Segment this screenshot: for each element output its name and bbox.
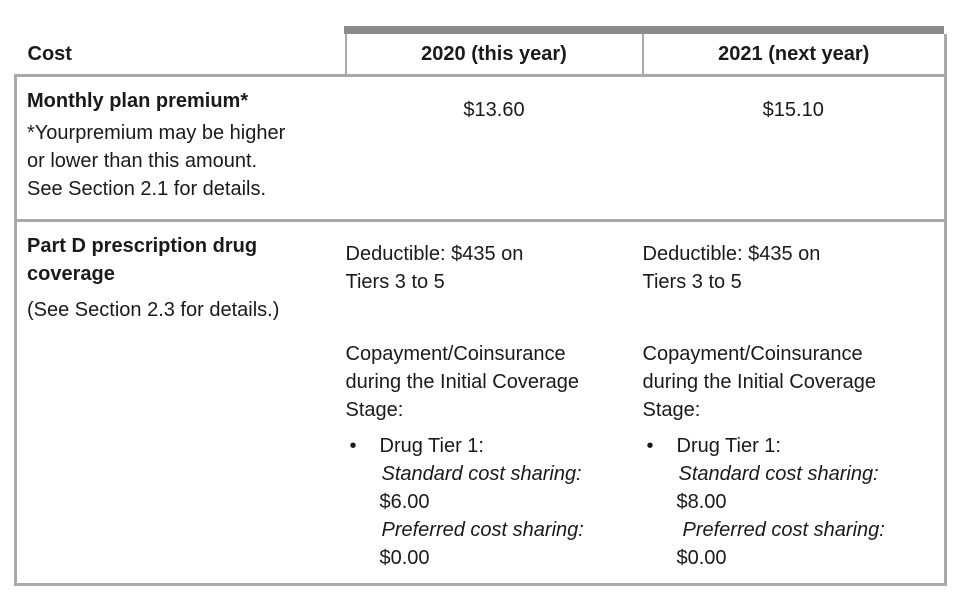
- bullet-icon: •: [349, 435, 357, 457]
- year-2021-header: 2021 (next year): [643, 34, 946, 76]
- deductible-line: Tiers 3 to 5: [642, 271, 742, 293]
- deductible-2021: [643, 240, 945, 296]
- drug-label-cell: [16, 221, 346, 585]
- premium-2021-cell: [643, 76, 946, 221]
- header-row: [16, 34, 946, 76]
- copay-line: during the Initial Coverage: [345, 371, 579, 393]
- preferred-value: $0.00: [676, 547, 727, 569]
- header-band: [344, 26, 944, 34]
- standard-value: $6.00: [379, 491, 430, 513]
- premium-note: [27, 119, 340, 203]
- deductible-line: Deductible: $435 on: [345, 243, 524, 265]
- preferred-label: Preferred cost sharing:: [682, 519, 885, 541]
- copay-line: Copayment/Coinsurance: [345, 343, 566, 365]
- deductible-2020: [346, 240, 643, 296]
- drug-coverage-row: [16, 221, 946, 585]
- preferred-label: Preferred cost sharing:: [381, 519, 584, 541]
- year-2020-header: 2020 (this year): [346, 34, 643, 76]
- copay-2020: [346, 340, 643, 424]
- premium-label-cell: [16, 76, 346, 221]
- premium-2020-cell: [346, 76, 643, 221]
- deductible-line: Tiers 3 to 5: [345, 271, 445, 293]
- drug-note: (See Section 2.3 for details.): [27, 299, 280, 321]
- drug-title-line: Part D prescription drug: [27, 235, 258, 257]
- drug-title: [27, 232, 340, 288]
- cost-header: Cost: [16, 34, 346, 76]
- drug-2020-cell: [346, 221, 643, 585]
- premium-note-line: See Section 2.1 for details.: [27, 178, 267, 200]
- premium-row: [16, 76, 946, 221]
- preferred-value: $0.00: [379, 547, 430, 569]
- premium-note-line: or lower than this amount.: [27, 150, 258, 172]
- deductible-line: Deductible: $435 on: [642, 243, 821, 265]
- premium-note-line: *Yourpremium may be higher: [27, 122, 286, 144]
- tier-label: Drug Tier 1:: [379, 435, 484, 457]
- drug-2021-cell: [643, 221, 946, 585]
- drug-title-line: coverage: [27, 263, 115, 285]
- copay-line: during the Initial Coverage: [642, 371, 876, 393]
- copay-2021: [643, 340, 945, 424]
- standard-value: $8.00: [676, 491, 727, 513]
- standard-label: Standard cost sharing:: [678, 463, 879, 485]
- comparison-table: [14, 34, 947, 586]
- tier-label: Drug Tier 1:: [676, 435, 781, 457]
- copay-line: Stage:: [345, 399, 404, 421]
- premium-2020-value: $13.60: [463, 99, 525, 121]
- premium-2021-value: $15.10: [762, 99, 824, 121]
- tier1-2020: [346, 432, 643, 572]
- tier1-2021: [643, 432, 945, 572]
- copay-line: Copayment/Coinsurance: [642, 343, 863, 365]
- copay-line: Stage:: [642, 399, 701, 421]
- premium-title: Monthly plan premium*: [27, 90, 249, 112]
- standard-label: Standard cost sharing:: [381, 463, 582, 485]
- bullet-icon: •: [646, 435, 654, 457]
